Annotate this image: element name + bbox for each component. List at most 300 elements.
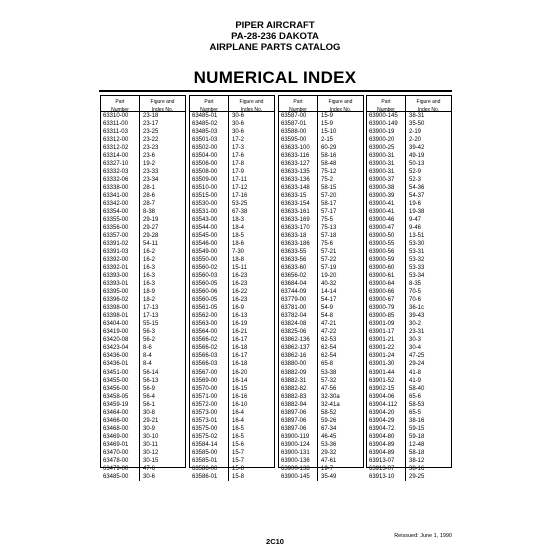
table-row: [190, 136, 274, 144]
figure-index: 30-6: [143, 473, 156, 480]
part-number: 63633-169: [279, 216, 318, 224]
part-number: 63398-01: [101, 312, 140, 320]
table-row: [367, 320, 451, 328]
figure-index: 57-19: [321, 265, 337, 272]
column-header: [279, 96, 363, 112]
figure-index: 65-8: [321, 361, 334, 368]
part-number: 63314-00: [101, 152, 140, 160]
table-row: [367, 417, 451, 425]
figure-header-line-2: Index No.: [329, 106, 352, 113]
table-row: [101, 280, 185, 288]
figure-index: 59-18: [409, 433, 425, 440]
figure-index: 28-6: [143, 193, 156, 200]
part-number: 63506-00: [190, 160, 229, 168]
part-number: 63913-10: [367, 473, 406, 481]
figure-index: 29-25: [409, 473, 425, 480]
figure-header-line-1: Figure and: [150, 99, 175, 105]
reissued-date: Reissued: June 1, 1990: [394, 533, 452, 539]
title-rule: [99, 90, 452, 92]
figure-index: 35-50: [409, 121, 425, 128]
part-number: 63312-02: [101, 144, 140, 152]
figure-index: 70-5: [409, 289, 422, 296]
part-number: 63900-61: [367, 272, 406, 280]
part-number: 63633-170: [279, 224, 318, 232]
figure-index: 23-31: [409, 329, 425, 336]
table-row: [367, 264, 451, 272]
part-number: 63900-85: [367, 312, 406, 320]
part-number: 63904-89: [367, 449, 406, 457]
part-number-header: [279, 96, 318, 111]
table-row: [279, 288, 363, 296]
figure-index: 38-31: [409, 113, 425, 119]
figure-index: 19-38: [409, 209, 425, 216]
figure-index: 16-3: [143, 265, 156, 272]
figure-index: 53-25: [232, 201, 248, 208]
figure-index: 8-38: [143, 209, 156, 216]
table-row: [367, 393, 451, 401]
figure-index: 16-17: [232, 337, 248, 344]
part-number: 63900-138: [279, 465, 318, 473]
index-column-4: [366, 95, 452, 480]
figure-index: 54-11: [143, 241, 158, 248]
table-row: [367, 152, 451, 160]
table-row: [190, 184, 274, 192]
figure-index: 23-33: [143, 169, 159, 176]
part-number: 63469-01: [101, 441, 140, 449]
part-number: 63684-04: [279, 280, 318, 288]
part-number: 63560-02: [190, 264, 229, 272]
part-header-line-2: Number: [200, 106, 218, 113]
part-number: 63342-00: [101, 200, 140, 208]
part-number: 63913-07: [367, 465, 406, 473]
table-row: [279, 200, 363, 208]
figure-index: 16-23: [232, 281, 248, 288]
figure-index: 17-6: [232, 153, 245, 160]
figure-index: 30-15: [143, 457, 159, 464]
figure-index: 57-21: [321, 249, 337, 256]
figure-index: 23-25: [143, 129, 159, 136]
part-number: 63633-186: [279, 240, 318, 248]
table-row: [190, 360, 274, 368]
table-row: [101, 409, 185, 417]
figure-header-line-1: Figure and: [239, 99, 264, 105]
part-number: 63904-89: [367, 441, 406, 449]
part-number: 63404-00: [101, 320, 140, 328]
table-row: [101, 128, 185, 136]
table-row: [190, 224, 274, 232]
figure-index: 19-7: [321, 465, 334, 472]
part-number: 63392-00: [101, 256, 140, 264]
part-header-line-1: Part: [204, 99, 214, 105]
table-row: [367, 200, 451, 208]
figure-index: 15-8: [232, 465, 245, 472]
part-number: 63455-00: [101, 377, 140, 385]
figure-index: 29-21: [143, 417, 159, 424]
figure-index: 75-6: [321, 241, 334, 248]
figure-index: 52-9: [409, 169, 422, 176]
part-number: 63633-154: [279, 200, 318, 208]
table-row: [101, 433, 185, 441]
table-row: [367, 248, 451, 256]
part-number: 63900-119: [279, 433, 318, 441]
table-row: [367, 208, 451, 216]
figure-index: 50-13: [409, 161, 425, 168]
figure-index: 30-10: [143, 433, 159, 440]
figure-index: 23-23: [143, 145, 159, 152]
part-number: 63468-00: [101, 425, 140, 433]
figure-index: 47-25: [409, 353, 425, 360]
table-row: [101, 401, 185, 409]
figure-index: 30-11: [143, 441, 158, 448]
part-number: 63485-03: [190, 128, 229, 136]
table-row: [101, 369, 185, 377]
part-number: 63824-08: [279, 320, 318, 328]
part-number: 63587-00: [279, 112, 318, 120]
figure-index: 15-7: [232, 449, 245, 456]
table-row: [101, 344, 185, 352]
column-header: [367, 96, 451, 112]
part-number: 63900-31: [367, 168, 406, 176]
figure-index: 16-9: [232, 305, 245, 312]
table-row: [190, 433, 274, 441]
table-row: [190, 473, 274, 481]
part-number: 63900-66: [367, 288, 406, 296]
figure-index: 15-9: [321, 121, 334, 128]
figure-index: 75-5: [321, 217, 334, 224]
part-number: 63897-06: [279, 417, 318, 425]
figure-index: 47-56: [321, 385, 337, 392]
figure-index: 16-19: [232, 321, 248, 328]
figure-index: 16-10: [232, 401, 248, 408]
figure-index: 23-34: [143, 177, 159, 184]
table-row: [101, 192, 185, 200]
figure-index: 38-16: [409, 465, 425, 472]
table-row: [101, 184, 185, 192]
table-row: [101, 120, 185, 128]
index-column-3: [278, 95, 364, 480]
figure-index: 29-27: [143, 225, 159, 232]
part-number: 63904-20: [367, 409, 406, 417]
part-number: 63882-09: [279, 369, 318, 377]
figure-index: 55-15: [143, 321, 159, 328]
table-row: [367, 449, 451, 457]
table-row: [190, 441, 274, 449]
figure-index: 14-14: [321, 289, 337, 296]
table-row: [367, 280, 451, 288]
part-number: 63913-07: [367, 457, 406, 465]
part-header-line-2: Number: [289, 106, 307, 113]
figure-index: 67-34: [321, 425, 337, 432]
part-number: 63311-03: [101, 128, 140, 136]
table-row: [101, 272, 185, 280]
table-row: [190, 216, 274, 224]
part-number: 63436-00: [101, 352, 140, 360]
part-number: 63464-00: [101, 409, 140, 417]
table-row: [101, 377, 185, 385]
figure-index-header: [406, 96, 451, 111]
table-row: [367, 184, 451, 192]
table-row: [367, 409, 451, 417]
figure-index: 58-16: [321, 153, 337, 160]
table-row: [101, 248, 185, 256]
figure-index: 39-42: [409, 145, 425, 152]
table-row: [279, 240, 363, 248]
table-row: [190, 200, 274, 208]
part-number: 63510-00: [190, 184, 229, 192]
part-number: 63900-38: [367, 184, 406, 192]
column-rows: [279, 112, 363, 481]
figure-index: 54-17: [321, 297, 337, 304]
figure-index: 18-8: [232, 257, 245, 264]
figure-header-line-1: Figure and: [416, 99, 441, 105]
figure-index: 62-54: [321, 353, 337, 360]
figure-index: 15-8: [232, 473, 245, 480]
table-row: [279, 425, 363, 433]
part-number: 63466-00: [101, 417, 140, 425]
table-row: [190, 256, 274, 264]
part-number: 63585-00: [190, 449, 229, 457]
table-row: [279, 457, 363, 465]
part-number: 63588-00: [279, 128, 318, 136]
part-number: 63900-20: [367, 136, 406, 144]
figure-index: 17-11: [232, 177, 247, 184]
table-row: [190, 144, 274, 152]
table-row: [279, 248, 363, 256]
table-row: [367, 312, 451, 320]
part-number: 63563-00: [190, 320, 229, 328]
table-row: [101, 393, 185, 401]
table-row: [101, 288, 185, 296]
part-number: 63901-52: [367, 377, 406, 385]
table-row: [367, 120, 451, 128]
figure-index: 41-8: [409, 369, 422, 376]
part-number: 63531-00: [190, 208, 229, 216]
part-number: 63419-00: [101, 328, 140, 336]
figure-index: 7-30: [232, 249, 245, 256]
part-number: 63656-02: [279, 272, 318, 280]
table-row: [367, 336, 451, 344]
part-number: 63332-03: [101, 168, 140, 176]
part-number: 63332-06: [101, 176, 140, 184]
part-number: 63900-37: [367, 176, 406, 184]
part-number: 63633-116: [279, 152, 318, 160]
table-row: [190, 304, 274, 312]
table-row: [101, 152, 185, 160]
part-number: 63900-55: [367, 240, 406, 248]
index-column-2: [189, 95, 275, 480]
part-number: 63633-55: [279, 248, 318, 256]
figure-index: 58-17: [321, 201, 337, 208]
figure-index: 49-19: [409, 153, 425, 160]
table-row: [367, 457, 451, 465]
figure-index: 32-41a: [321, 401, 340, 408]
part-number: 63575-02: [190, 433, 229, 441]
part-number: 63882-94: [279, 401, 318, 409]
table-row: [279, 328, 363, 336]
table-row: [101, 457, 185, 465]
figure-index: 39-43: [409, 313, 425, 320]
part-number: 63585-01: [190, 457, 229, 465]
part-number: 63562-00: [190, 312, 229, 320]
part-number: 63393-01: [101, 280, 140, 288]
table-row: [367, 216, 451, 224]
figure-index: 56-1: [143, 401, 156, 408]
figure-index: 16-5: [232, 425, 245, 432]
table-row: [367, 433, 451, 441]
part-number: 63901-17: [367, 328, 406, 336]
part-number: 63904-112: [367, 401, 406, 409]
part-number: 63479-00: [101, 465, 140, 473]
figure-index: 62-53: [321, 337, 337, 344]
part-header-line-1: Part: [293, 99, 303, 105]
part-number: 63571-00: [190, 393, 229, 401]
table-row: [279, 208, 363, 216]
table-row: [367, 160, 451, 168]
part-number: 63586-01: [190, 473, 229, 481]
part-number: 63423-04: [101, 344, 140, 352]
table-row: [101, 441, 185, 449]
table-row: [101, 312, 185, 320]
table-row: [367, 272, 451, 280]
part-number: 63900-124: [279, 441, 318, 449]
table-row: [101, 296, 185, 304]
table-row: [190, 152, 274, 160]
figure-index: 17-8: [232, 161, 245, 168]
part-number: 63901-24: [367, 352, 406, 360]
figure-index: 18-9: [143, 289, 156, 296]
table-row: [190, 465, 274, 473]
column-rows: [367, 112, 451, 481]
part-number: 63900-39: [367, 192, 406, 200]
figure-index: 17-13: [143, 305, 159, 312]
table-row: [190, 112, 274, 120]
numerical-index-title: NUMERICAL INDEX: [193, 68, 357, 87]
part-number: 63311-00: [101, 120, 140, 128]
figure-index: 40-32: [321, 281, 337, 288]
figure-index: 57-18: [321, 233, 337, 240]
figure-index: 53-38: [321, 369, 337, 376]
table-row: [367, 296, 451, 304]
figure-index: 32-30a: [321, 393, 340, 400]
figure-index: 29-19: [143, 217, 159, 224]
figure-index: 47-6: [143, 465, 156, 472]
part-number-header: [101, 96, 140, 111]
table-row: [367, 377, 451, 385]
part-number: 63515-00: [190, 192, 229, 200]
figure-index: 57-17: [321, 209, 337, 216]
figure-index: 56-3: [143, 329, 156, 336]
part-number: 63586-00: [190, 465, 229, 473]
figure-index: 75-13: [321, 225, 337, 232]
figure-index: 53-31: [409, 249, 425, 256]
part-number: 63900-64: [367, 280, 406, 288]
figure-index: 17-12: [232, 185, 248, 192]
figure-index: 23-18: [143, 113, 159, 119]
part-number: 63395-00: [101, 288, 140, 296]
header-line-1: PIPER AIRCRAFT: [235, 20, 315, 31]
figure-index: 18-4: [232, 225, 245, 232]
part-number: 63420-08: [101, 336, 140, 344]
figure-index: 17-2: [232, 137, 245, 144]
figure-index: 16-15: [232, 385, 248, 392]
part-number: 63573-00: [190, 409, 229, 417]
table-row: [367, 232, 451, 240]
table-row: [367, 441, 451, 449]
table-row: [190, 232, 274, 240]
part-number: 63392-01: [101, 264, 140, 272]
figure-index: 35-49: [321, 473, 337, 480]
figure-index: 17-9: [232, 169, 245, 176]
table-row: [101, 136, 185, 144]
column-header: [190, 96, 274, 112]
part-number: 63900-41: [367, 208, 406, 216]
figure-index: 58-18: [409, 449, 425, 456]
table-row: [279, 192, 363, 200]
figure-index: 58-53: [409, 401, 425, 408]
table-row: [101, 473, 185, 481]
figure-index-header: [140, 96, 185, 111]
figure-index: 8-35: [409, 281, 422, 288]
table-row: [190, 425, 274, 433]
figure-index: 54-37: [409, 193, 425, 200]
figure-index: 16-14: [232, 377, 248, 384]
table-row: [190, 457, 274, 465]
part-number: 63560-06: [190, 288, 229, 296]
table-row: [367, 192, 451, 200]
table-row: [101, 385, 185, 393]
figure-index: 16-17: [232, 353, 248, 360]
table-row: [279, 224, 363, 232]
part-number: 63901-44: [367, 369, 406, 377]
table-row: [367, 136, 451, 144]
table-row: [367, 352, 451, 360]
part-number: 63338-00: [101, 184, 140, 192]
table-row: [101, 465, 185, 473]
table-row: [190, 344, 274, 352]
table-row: [367, 473, 451, 481]
part-number: 63633-148: [279, 184, 318, 192]
table-row: [367, 465, 451, 473]
part-number: 63564-00: [190, 328, 229, 336]
table-row: [279, 352, 363, 360]
part-number: 63633-60: [279, 264, 318, 272]
table-row: [190, 417, 274, 425]
part-number: 63862-16: [279, 352, 318, 360]
part-number: 63900-56: [367, 248, 406, 256]
part-number: 63567-00: [190, 369, 229, 377]
table-row: [279, 409, 363, 417]
figure-index: 16-2: [143, 257, 156, 264]
figure-index: 57-22: [321, 257, 337, 264]
figure-index: 54-9: [321, 305, 334, 312]
part-number-header: [190, 96, 229, 111]
part-number-header: [367, 96, 406, 111]
part-number: 63900-136: [279, 457, 318, 465]
figure-index: 16-4: [232, 409, 245, 416]
figure-index: 17-13: [143, 313, 159, 320]
part-number: 63900-131: [279, 449, 318, 457]
part-number: 63485-02: [190, 120, 229, 128]
part-number: 63900-67: [367, 296, 406, 304]
table-row: [190, 272, 274, 280]
part-number: 63900-59: [367, 256, 406, 264]
table-row: [101, 176, 185, 184]
part-number: 63900-145: [279, 473, 318, 481]
figure-index: 15-9: [321, 113, 334, 119]
figure-index: 17-3: [232, 145, 245, 152]
figure-index: 13-51: [409, 233, 425, 240]
table-row: [101, 224, 185, 232]
